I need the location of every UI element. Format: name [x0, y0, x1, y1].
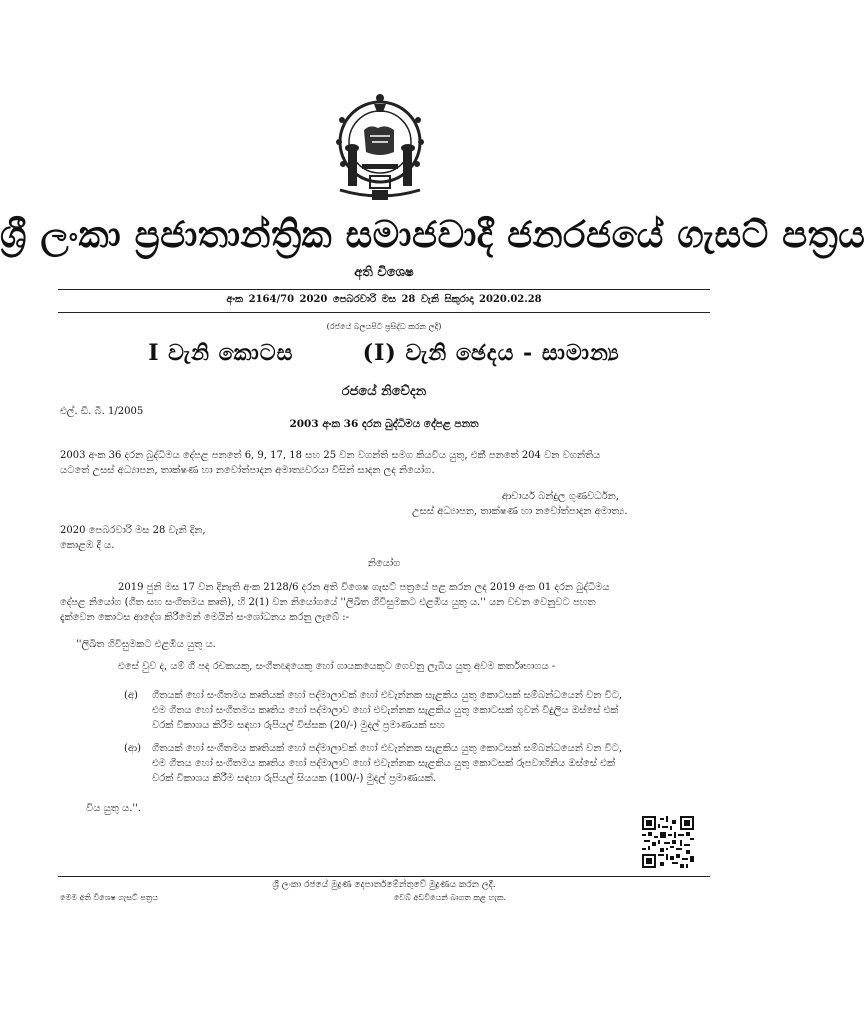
intro-line: යටතේ උසස් අධ්‍යාපන, තාක්ෂණ හා නවෝත්පාදන අමාත්‍යවරයා විසින් සාදන ලද නියෝග.: [60, 465, 435, 476]
divider: [58, 312, 710, 313]
notices-heading: රජයේ නිවේදන: [341, 384, 427, 399]
quote-line: එසේ වුව ද, යම් ගී පද රචකයකු, සංගීතඥයෙකු හෝ ගායකයෙකුට ගෙවනු ලැබිය යුතු අවම කර්තෘභාගය -: [118, 661, 556, 672]
item-b-line: ගීතයක් හෝ සංගීතමය කෘතියක් හෝ පද්මාලාවක් හෝ එවැන්නක සැළකිය යුතු කොටසක් සම්බන්ධයෙන් වන විට,: [152, 743, 623, 754]
sub-part-label: (I) වැනි ඡෙදය - සාමාන්‍ය: [362, 340, 620, 366]
item-a: [152, 688, 700, 733]
footer-divider: [58, 876, 710, 877]
signatory-name: ආචාර්ය බන්දුල ගුණවර්ධන,: [502, 491, 619, 502]
body-line: දේපළ නියෝග (ගීත සහ සංගීතමය කෘති), හි 2(1) වන නියෝගයේ ''ලිඛිත ගිවිසුමකට එළඹිය යුතු ය.'' යන වචන වෙනුවට පහත: [60, 597, 596, 608]
regulation-body: [60, 580, 710, 625]
body-line: දැක්වෙන කොටස ආදේශ කිරීමෙන් මෙයින් සංශෝධනය කරනු ලැබේ :-: [60, 612, 350, 623]
footer-left-note: මෙම අති විශෙෂ ගැසට් පත්‍රය: [60, 893, 159, 902]
item-b-label: (ආ): [124, 743, 142, 754]
intro-line: 2003 අංක 36 දරන බුද්ධිමය දේපළ පනතේ 6, 9, 17, 18 සහ 25 වන වගන්ති සමග කියවිය යුතු, එකී පනතේ 204 වන වගන්තිය: [60, 450, 601, 461]
qr-code-icon: [642, 816, 694, 868]
item-a-line: වරක් විකාශය කිරීම සඳහා රුපියල් විස්සක (20/-) මුදල් ප්‍රමාණයක් සහ: [152, 720, 445, 731]
item-a-line: එම ගීතය හෝ සංගීතමය කෘතිය හෝ පද්මාලාව හෝ එවැන්නක සැළකිය යුතු කොටසක් ගුවන් විදුලිය ඔස්සේ එක්: [152, 705, 619, 716]
date-line: 2020 පෙබරවාරි මස 28 වැනි දින,: [60, 525, 206, 536]
regulation-heading: නියෝග: [367, 558, 401, 569]
gazette-subtitle: අති විශෙෂ: [354, 265, 414, 280]
part-label: I වැනි කොටස: [148, 340, 294, 366]
item-b-line: වරක් විකාශය කිරීම සඳහා රුපියල් සියයක (100/-) මුදල් ප්‍රමාණයක්.: [152, 773, 437, 784]
item-b: [152, 741, 700, 786]
item-a-line: ගීතයක් හෝ සංගීතමය කෘතියක් හෝ පද්මාලාවක් හෝ එවැන්නක සැළකිය යුතු කොටසක් සම්බන්ධයෙන් වන විට,: [152, 690, 623, 701]
item-b-line: එම ගීතය හෝ සංගීතමය කෘතිය හෝ පද්මාලාව හෝ එවැන්නක සැළකිය යුතු කොටසක් රූපවාහිනිය ඔස්සේ එක්: [152, 758, 616, 769]
quote-open: ''ලිඛිත ගිවිසුමකට එළඹිය යුතු ය.: [76, 639, 216, 650]
signatory-title: උසස් අධ්‍යාපන, තාක්ෂණ හා නවෝත්පාදන අමාත්‍ය.: [412, 506, 628, 517]
printer-line: ශ්‍රී ලංකා රජයේ මුද්‍රණ දෙපාර්තමේන්තුවේ මුද්‍රණය කරන ලදී.: [272, 880, 496, 890]
closing-line: විය යුතු ය.''.: [86, 803, 142, 814]
section-heading: [0, 340, 768, 366]
coat-of-arms-icon: [330, 90, 430, 208]
issue-line: අංක 2164/70 2020 පෙබරවාරි මස 28 වැනි සිකුරාදා 2020.02.28: [226, 294, 542, 305]
body-line: 2019 ජුනි මස 17 වන දිනැති අංක 2128/6 දරන අති විශෙෂ ගැසට් පත්‍රයේ පළ කරන ලද 2019 අංක 01 දරන බුද්ධිමය: [118, 582, 610, 593]
divider: [58, 289, 710, 290]
web-note: වෙබ් අඩවියෙන් බාගත කළ හැක.: [393, 893, 507, 902]
item-a-label: (අ): [124, 690, 138, 701]
place-line: කොළඹ දී ය.: [60, 540, 115, 551]
intro-paragraph: [60, 448, 710, 478]
gazette-title: ශ්‍රී ලංකා ප්‍රජාතාන්ත්‍රික සමාජවාදී ජනරජයේ ගැසට් පත්‍රය: [0, 212, 865, 256]
reference-number: එල්. ඩී. බී. 1/2005: [60, 406, 144, 417]
act-title: 2003 අංක 36 දරන බුද්ධිමය දේපළ පනත: [289, 418, 479, 430]
publication-note: (රජයේ බලයපිට ප්‍රසිද්ධ කරන ලදි): [326, 322, 442, 331]
